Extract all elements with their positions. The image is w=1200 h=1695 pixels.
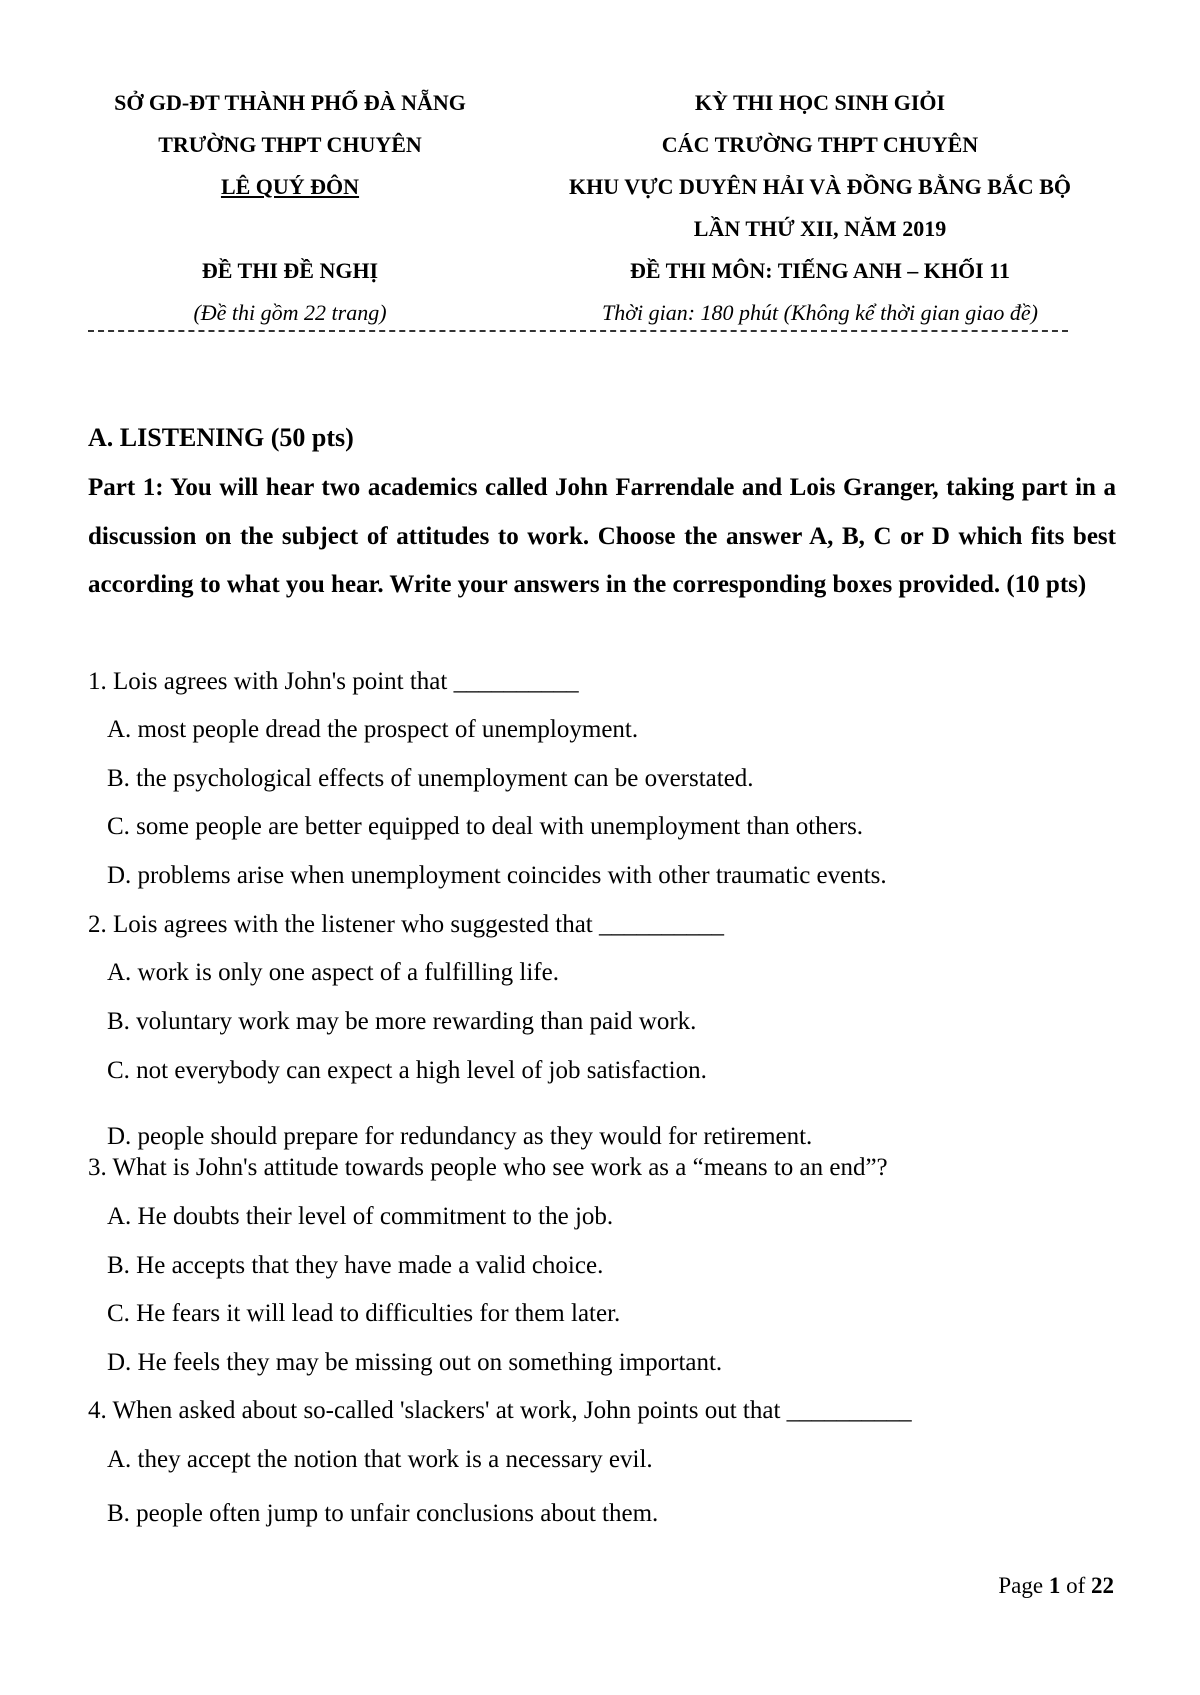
current-page: 1: [1048, 1573, 1061, 1598]
page-label: Page: [998, 1573, 1044, 1598]
page-number: [998, 1573, 1114, 1599]
question-2-stem: 2. Lois agrees with the listener who suggested that __________: [88, 911, 724, 938]
question-1-option-c: C. some people are better equipped to deal with unemployment than others.: [107, 813, 864, 840]
question-3-option-b: B. He accepts that they have made a valid choice.: [107, 1252, 604, 1279]
header-divider: [88, 330, 1068, 334]
question-3-stem: 3. What is John's attitude towards people who see work as a “means to an end”?: [88, 1154, 888, 1181]
header-right: [480, 86, 1160, 338]
school-name: LÊ QUÝ ĐÔN: [220, 174, 360, 199]
page-count-note: (Đề thi gồm 22 trang): [193, 300, 387, 325]
question-2-option-d: D. people should prepare for redundancy as they would for retirement.: [107, 1123, 813, 1150]
header-left: [70, 86, 510, 338]
of-label: of: [1066, 1573, 1086, 1598]
contest-title: KỲ THI HỌC SINH GIỎI: [694, 90, 946, 115]
question-1-option-a: A. most people dread the prospect of unemployment.: [107, 716, 639, 743]
part1-instructions: Part 1: You will hear two academics called John Farrendale and Lois Granger, taking part in a discussion on the subject of attitudes to work. Choose the answer A, B, C or D which fits best according to what you hear. Write your answers in the corresponding boxes provided. (10 pts): [88, 474, 1116, 598]
question-4-option-b: B. people often jump to unfair conclusions about them.: [107, 1500, 659, 1527]
question-3-option-a: A. He doubts their level of commitment to the job.: [107, 1203, 614, 1230]
contest-edition: LẦN THỨ XII, NĂM 2019: [693, 216, 947, 241]
question-2-option-b: B. voluntary work may be more rewarding than paid work.: [107, 1008, 697, 1035]
exam-subject: ĐỀ THI MÔN: TIẾNG ANH – KHỐI 11: [630, 258, 1010, 283]
question-3-option-d: D. He feels they may be missing out on something important.: [107, 1349, 723, 1376]
question-2-option-a: A. work is only one aspect of a fulfilling life.: [107, 959, 559, 986]
question-1-option-d: D. problems arise when unemployment coincides with other traumatic events.: [107, 862, 887, 889]
department-name: SỞ GD-ĐT THÀNH PHỐ ĐÀ NẴNG: [114, 90, 466, 115]
question-1-stem: 1. Lois agrees with John's point that __________: [88, 668, 579, 695]
question-4-option-a: A. they accept the notion that work is a necessary evil.: [107, 1446, 653, 1473]
question-3-option-c: C. He fears it will lead to difficulties for them later.: [107, 1300, 621, 1327]
exam-duration: Thời gian: 180 phút (Không kể thời gian giao đề): [602, 300, 1038, 325]
section-title: A. LISTENING (50 pts): [88, 423, 354, 452]
contest-schools: CÁC TRƯỜNG THPT CHUYÊN: [661, 132, 979, 157]
school-type: TRƯỜNG THPT CHUYÊN: [158, 132, 422, 157]
question-1-option-b: B. the psychological effects of unemployment can be overstated.: [107, 765, 754, 792]
contest-region: KHU VỰC DUYÊN HẢI VÀ ĐỒNG BẰNG BẮC BỘ: [569, 174, 1071, 199]
exam-proposal-label: ĐỀ THI ĐỀ NGHỊ: [201, 258, 379, 283]
total-pages: 22: [1091, 1573, 1114, 1598]
question-4-stem: 4. When asked about so-called 'slackers' at work, John points out that __________: [88, 1397, 912, 1424]
question-2-option-c: C. not everybody can expect a high level of job satisfaction.: [107, 1057, 707, 1084]
